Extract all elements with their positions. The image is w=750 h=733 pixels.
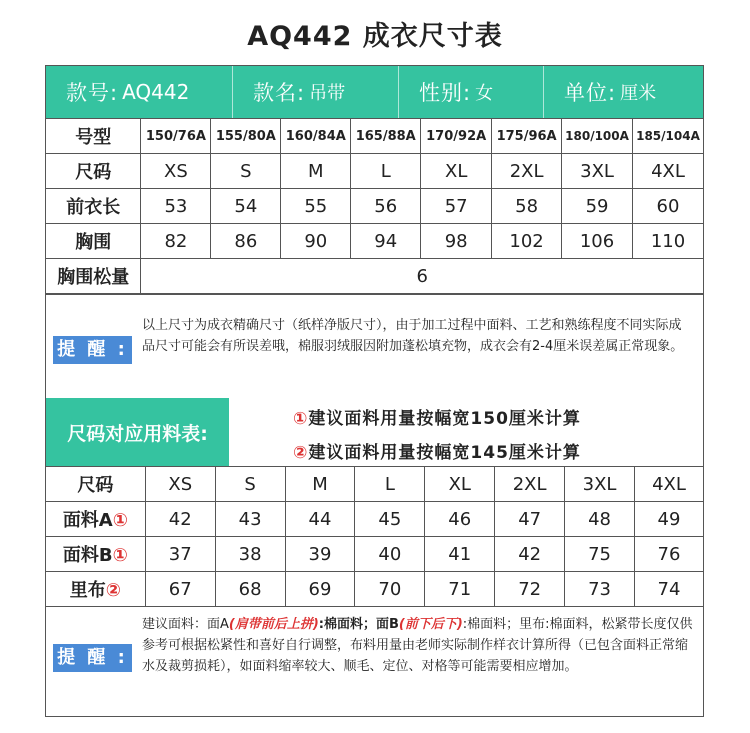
lining-label: 里布: [69, 580, 106, 601]
table-cell: S: [211, 154, 281, 189]
row-label: [46, 537, 146, 572]
table-cell: 67: [145, 572, 215, 607]
style-number-label: 款号:: [66, 81, 119, 105]
table-cell: 59: [562, 189, 633, 224]
row-label: 号型: [46, 119, 141, 154]
table-cell: 44: [285, 502, 355, 537]
table-cell: 180/100A: [562, 119, 633, 154]
table-cell: 40: [355, 537, 425, 572]
fabric-section-header: [46, 398, 703, 466]
table-cell: 70: [355, 572, 425, 607]
table-cell: 60: [633, 189, 704, 224]
table-row: [46, 119, 704, 154]
reminder-text-part: 建议面料：面A: [142, 617, 229, 632]
table-cell: 69: [285, 572, 355, 607]
table-row: [46, 189, 704, 224]
fabric-rule-1-text: 建议面料用量按幅宽150厘米计算: [308, 409, 581, 429]
style-name-value: 吊带: [309, 83, 346, 104]
table-cell: 47: [495, 502, 565, 537]
table-cell: 41: [425, 537, 495, 572]
table-cell: 55: [281, 189, 351, 224]
table-cell: M: [285, 467, 355, 502]
table-cell: 74: [635, 572, 704, 607]
table-cell: 58: [492, 189, 562, 224]
table-cell: 165/88A: [351, 119, 421, 154]
circled-one-icon: ①: [112, 510, 128, 531]
table-cell: 57: [421, 189, 492, 224]
table-cell: 48: [565, 502, 635, 537]
table-cell: 90: [281, 224, 351, 259]
table-cell: 71: [425, 572, 495, 607]
table-cell: 54: [211, 189, 281, 224]
style-name: [233, 66, 399, 118]
fabric-a-label: 面料A: [62, 510, 113, 531]
row-label: 尺码: [46, 154, 141, 189]
gender: [399, 66, 544, 118]
table-cell: 76: [635, 537, 704, 572]
row-label: [46, 502, 146, 537]
reminder-badge: 提 醒 :: [53, 644, 132, 672]
table-cell: 170/92A: [421, 119, 492, 154]
table-cell: 37: [145, 537, 215, 572]
table-row: [46, 224, 704, 259]
table-cell: S: [215, 467, 285, 502]
table-cell: L: [351, 154, 421, 189]
style-number-value: AQ442: [122, 80, 190, 104]
page-title: AQ442 成衣尺寸表: [247, 21, 503, 52]
table-cell: 68: [215, 572, 285, 607]
table-cell: 150/76A: [141, 119, 211, 154]
table-cell: 94: [351, 224, 421, 259]
table-row: [46, 502, 704, 537]
style-name-label: 款名:: [253, 81, 306, 105]
table-cell: XL: [421, 154, 492, 189]
table-cell: 3XL: [562, 154, 633, 189]
table-cell: 106: [562, 224, 633, 259]
table-cell: 4XL: [633, 154, 704, 189]
table-cell: XL: [425, 467, 495, 502]
table-cell: 98: [421, 224, 492, 259]
unit-label: 单位:: [564, 81, 617, 105]
table-cell: 56: [351, 189, 421, 224]
reminder-text: [142, 614, 695, 677]
size-chart-frame: [45, 65, 704, 717]
fabric-b-label: 面料B: [62, 545, 113, 566]
table-cell: XS: [141, 154, 211, 189]
table-cell: 102: [492, 224, 562, 259]
fabric-table: [45, 466, 704, 607]
table-row: [46, 537, 704, 572]
reminder-badge: 提 醒 :: [53, 336, 132, 364]
table-cell: 2XL: [492, 154, 562, 189]
table-cell: 42: [145, 502, 215, 537]
circled-one-icon: ①: [293, 409, 309, 429]
table-cell: 86: [211, 224, 281, 259]
table-row: [46, 259, 704, 294]
unit: [544, 66, 703, 118]
table-row: [46, 154, 704, 189]
reminder-text-part: :棉面料；里布:棉面料，松紧带长度仅供参考可根据松紧性和喜好自行调整，布料用量由老师实际制作样衣计算所得（已包含面料正常缩水及裁剪损耗），如面料缩率较大、顺毛、定位、对格等可能需要相应增加。: [142, 617, 693, 674]
table-row: [46, 467, 704, 502]
reminder-text-part: :棉面料；面B: [318, 617, 399, 632]
circled-two-icon: ②: [293, 443, 309, 463]
fabric-rule-2-text: 建议面料用量按幅宽145厘米计算: [308, 443, 581, 463]
reminder-box: [46, 602, 703, 716]
circled-two-icon: ②: [105, 580, 122, 601]
unit-value: 厘米: [620, 83, 657, 104]
size-table: [45, 118, 704, 294]
table-cell: 2XL: [495, 467, 565, 502]
reminder-text-highlight: (肩带前后上拼): [228, 617, 319, 632]
table-cell: 3XL: [565, 467, 635, 502]
style-number: [46, 66, 233, 118]
table-cell: 4XL: [635, 467, 704, 502]
table-cell: 82: [141, 224, 211, 259]
table-cell: 73: [565, 572, 635, 607]
gender-label: 性别:: [419, 81, 472, 105]
fabric-rule-1: [293, 404, 581, 429]
table-cell: 53: [141, 189, 211, 224]
table-cell: 72: [495, 572, 565, 607]
table-cell: 175/96A: [492, 119, 562, 154]
row-label: 胸围: [46, 224, 141, 259]
table-cell: 75: [565, 537, 635, 572]
ease-value: 6: [141, 259, 704, 294]
row-label: 前衣长: [46, 189, 141, 224]
circled-one-icon: ①: [112, 545, 128, 566]
product-header-bar: [46, 66, 703, 118]
table-cell: 45: [355, 502, 425, 537]
reminder-text-highlight: (前下后下): [398, 617, 463, 632]
table-cell: 42: [495, 537, 565, 572]
table-cell: 39: [285, 537, 355, 572]
table-cell: XS: [145, 467, 215, 502]
fabric-section-title: 尺码对应用料表:: [46, 398, 229, 466]
table-cell: 110: [633, 224, 704, 259]
table-cell: 49: [635, 502, 704, 537]
table-cell: M: [281, 154, 351, 189]
gender-value: 女: [475, 83, 494, 104]
reminder-box: [46, 294, 703, 404]
reminder-text: 以上尺寸为成衣精确尺寸（纸样净版尺寸），由于加工过程中面料、工艺和熟练程度不同实际成品尺寸可能会有所误差哦，棉服羽绒服因附加蓬松填充物，成衣会有2-4厘米误差属正常现象。: [142, 318, 684, 354]
table-cell: L: [355, 467, 425, 502]
row-label: 尺码: [46, 467, 146, 502]
table-cell: 43: [215, 502, 285, 537]
ease-label: 胸围松量: [46, 259, 141, 294]
table-cell: 160/84A: [281, 119, 351, 154]
fabric-rule-2: [293, 438, 581, 463]
table-cell: 185/104A: [633, 119, 704, 154]
table-cell: 46: [425, 502, 495, 537]
table-cell: 38: [215, 537, 285, 572]
table-cell: 155/80A: [211, 119, 281, 154]
